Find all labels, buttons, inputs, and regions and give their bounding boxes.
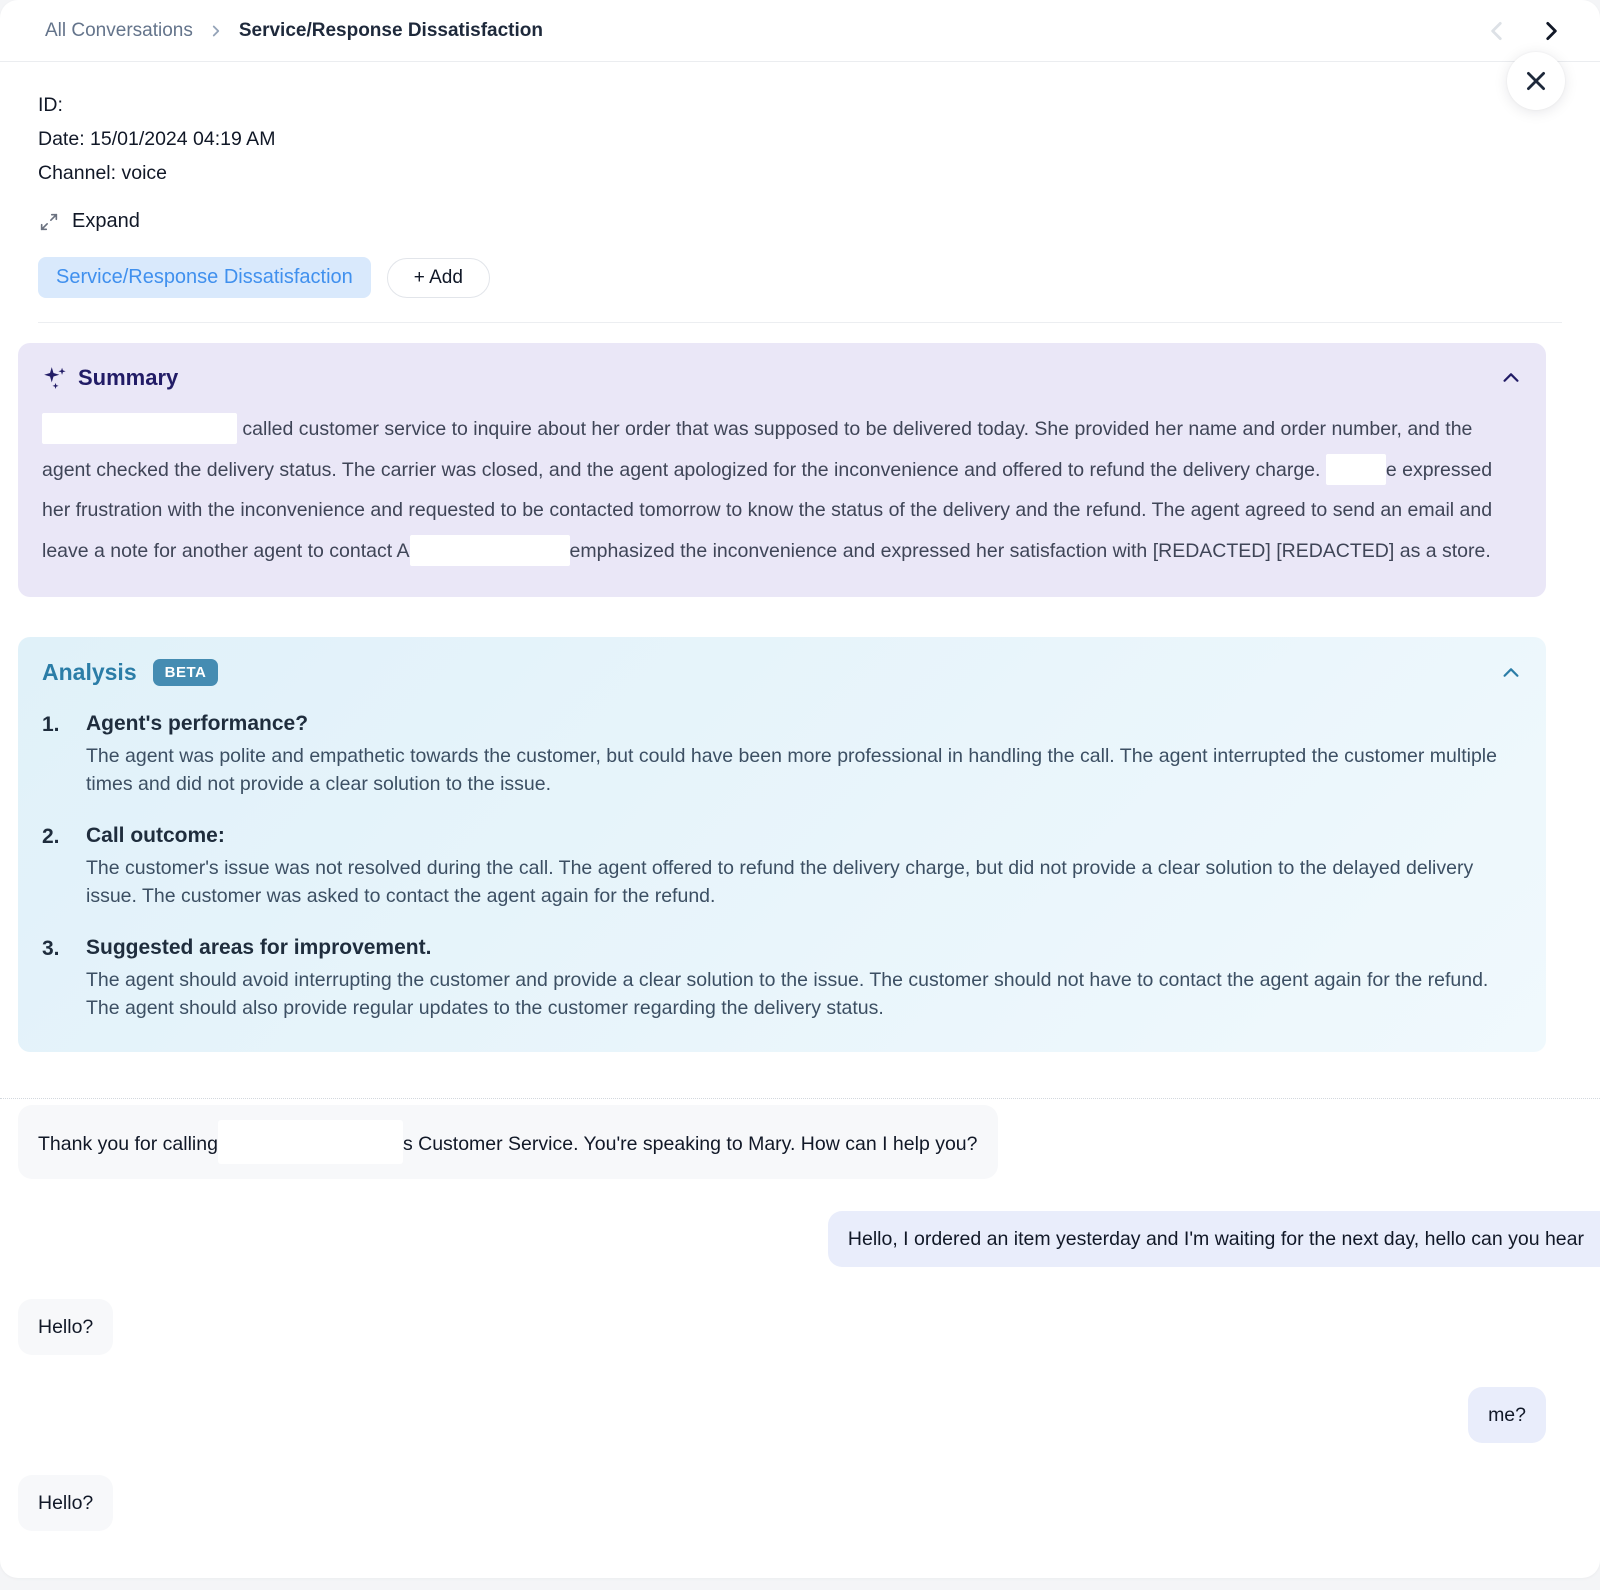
analysis-item-number: 3.: [42, 937, 60, 960]
analysis-item-heading: Call outcome:: [86, 824, 225, 847]
analysis-title: Analysis: [42, 659, 137, 685]
tags-row: [38, 257, 1562, 323]
redacted-text: [410, 535, 570, 566]
redacted-text: [42, 413, 237, 444]
agent-message: Thank you for calling s Customer Service. You're speaking to Mary. How can I help you?: [18, 1105, 998, 1179]
conversation-meta: [0, 62, 1600, 323]
breadcrumb-chevron-icon: [207, 22, 225, 40]
analysis-items: [42, 712, 1522, 1022]
conversation-id-line: ID:: [38, 94, 63, 116]
conversation-date-line: Date: 15/01/2024 04:19 AM: [38, 128, 276, 150]
pagination-nav: [1484, 18, 1564, 44]
chat-message-row: [0, 1211, 1600, 1267]
analysis-item: [42, 824, 1522, 910]
summary-section: [18, 343, 1546, 597]
sparkles-icon: [42, 365, 68, 391]
agent-message: Hello?: [18, 1299, 113, 1355]
analysis-item-heading: Agent's performance?: [86, 712, 309, 735]
conversation-channel-value: voice: [121, 162, 168, 184]
summary-text: called customer service to inquire about her order that was supposed to be delivered today. She provided her name and order number, and the agent checked the delivery status. The carrier was closed, and the agent apologized for the inconvenience and offered to refund the delivery charge. e expressed her frustration with the inconvenience and requested to be contacted tomorrow to know the status of the delivery and the refund. The agent agreed to send an email and leave a note for another agent to contact A emphasized the inconvenience and expressed her satisfaction with [REDACTED] [REDACTED] as a store.: [42, 409, 1522, 571]
agent-message: Hello?: [18, 1475, 113, 1531]
close-icon: [1523, 68, 1549, 94]
conversation-date-value: 15/01/2024 04:19 AM: [90, 128, 276, 150]
analysis-section: [18, 637, 1546, 1052]
breadcrumb-all-conversations[interactable]: All Conversations: [45, 19, 193, 41]
close-button[interactable]: [1507, 52, 1565, 110]
chat-message-row: [0, 1105, 1600, 1179]
analysis-collapse-icon[interactable]: [1500, 662, 1522, 684]
chat-message-row: [0, 1299, 1600, 1355]
prev-conversation-icon[interactable]: [1484, 18, 1510, 44]
summary-collapse-icon[interactable]: [1500, 367, 1522, 389]
customer-message: me?: [1468, 1387, 1546, 1443]
topic-tag[interactable]: Service/Response Dissatisfaction: [38, 257, 371, 298]
expand-icon: [38, 211, 60, 233]
analysis-item-number: 2.: [42, 825, 60, 848]
next-conversation-icon[interactable]: [1538, 18, 1564, 44]
analysis-item-number: 1.: [42, 713, 60, 736]
analysis-item-body: The agent should avoid interrupting the customer and provide a clear solution to the issue. The customer should not have to contact the agent again for the refund. The agent should also provide regular updates to the customer regarding the delivery status.: [86, 969, 1489, 1019]
conversation-channel-line: Channel: voice: [38, 162, 168, 184]
summary-title: Summary: [78, 365, 179, 390]
chat-message-row: [0, 1475, 1600, 1531]
expand-button[interactable]: [38, 210, 1562, 233]
customer-message: Hello, I ordered an item yesterday and I'm waiting for the next day, hello can you hear: [828, 1211, 1600, 1267]
transcript: [0, 1098, 1600, 1531]
breadcrumb-bar: [0, 0, 1600, 62]
beta-badge: BETA: [153, 659, 219, 686]
chat-message-row: [0, 1387, 1600, 1443]
analysis-item-body: The customer's issue was not resolved during the call. The agent offered to refund the delivery charge, but did not provide a clear solution to the delayed delivery issue. The customer was asked to contact the agent again for the refund.: [86, 857, 1474, 907]
analysis-item: [42, 712, 1522, 798]
analysis-item-heading: Suggested areas for improvement.: [86, 936, 432, 959]
redacted-text: [218, 1120, 403, 1164]
breadcrumb-current: Service/Response Dissatisfaction: [238, 19, 543, 41]
analysis-item: [42, 936, 1522, 1022]
add-tag-button[interactable]: + Add: [387, 258, 490, 298]
expand-label: Expand: [72, 210, 140, 232]
redacted-text: [1326, 454, 1386, 485]
analysis-item-body: The agent was polite and empathetic towards the customer, but could have been more professional in handling the call. The agent interrupted the customer multiple times and did not provide a clear solution to the issue.: [86, 745, 1497, 795]
